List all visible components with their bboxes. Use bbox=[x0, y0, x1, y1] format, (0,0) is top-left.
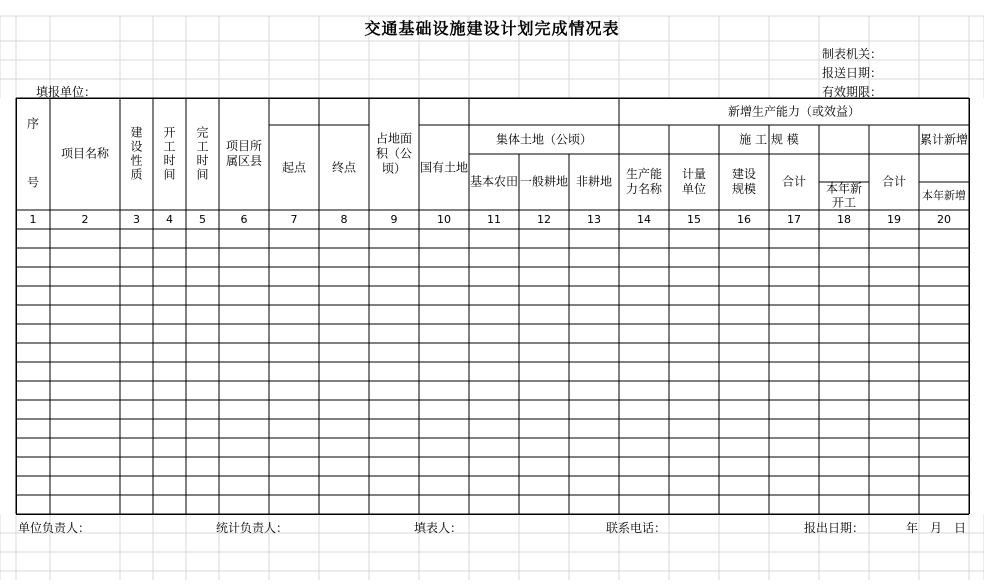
end-time-header: 时 bbox=[196, 153, 209, 168]
column-number: 12 bbox=[537, 213, 551, 226]
stat-head-label: 统计负责人： bbox=[216, 521, 289, 535]
land-area-header: 积（公 bbox=[375, 146, 413, 161]
unit-measure-header: 计量 bbox=[681, 167, 707, 181]
column-number: 17 bbox=[787, 213, 801, 226]
column-number: 15 bbox=[687, 213, 701, 226]
start-time-header: 工 bbox=[163, 139, 176, 154]
end-time-header: 间 bbox=[196, 167, 209, 182]
total-header: 合计 bbox=[781, 174, 807, 189]
column-number: 5 bbox=[199, 213, 206, 226]
start-point-header: 起点 bbox=[281, 160, 307, 175]
land-area-header: 顷） bbox=[381, 161, 407, 176]
column-number: 16 bbox=[737, 213, 751, 226]
project-name-header: 项目名称 bbox=[60, 146, 110, 161]
end-time-header: 工 bbox=[196, 139, 209, 154]
nature-header: 质 bbox=[130, 167, 143, 182]
day-label: 日 bbox=[954, 521, 967, 535]
end-point-header: 终点 bbox=[331, 160, 357, 175]
unit-measure-header: 单位 bbox=[681, 182, 707, 196]
unit-head-label: 单位负责人： bbox=[18, 521, 91, 535]
column-number: 11 bbox=[487, 213, 501, 226]
new-start-this-year-header: 本年新 bbox=[825, 181, 863, 196]
nature-header: 建 bbox=[130, 125, 143, 140]
land-area-header: 占地面 bbox=[375, 131, 413, 146]
column-number: 8 bbox=[340, 213, 348, 226]
column-number: 7 bbox=[290, 213, 298, 226]
year-label: 年 bbox=[906, 521, 919, 535]
phone-label: 联系电话： bbox=[606, 521, 667, 535]
nature-header: 设 bbox=[130, 139, 143, 154]
build-scale-header: 建设 bbox=[731, 167, 757, 181]
column-number: 2 bbox=[81, 213, 89, 226]
new-this-year-header: 本年新增 bbox=[922, 189, 966, 202]
reporting-unit-label: 填报单位： bbox=[36, 85, 97, 99]
send-date-label: 报送日期： bbox=[822, 66, 883, 80]
start-time-header: 间 bbox=[163, 167, 176, 182]
collective-land-header: 集体土地（公顷） bbox=[495, 132, 593, 147]
general-farmland-header: 一般耕地 bbox=[519, 174, 569, 189]
capacity-name-header: 生产能 bbox=[625, 167, 663, 181]
column-number: 3 bbox=[133, 213, 140, 226]
column-number: 20 bbox=[937, 213, 951, 226]
new-start-this-year-header: 开工 bbox=[831, 195, 857, 210]
construction-scale-header: 施 工 规 模 bbox=[739, 132, 799, 147]
column-number: 9 bbox=[390, 213, 398, 226]
column-number: 13 bbox=[587, 213, 601, 226]
cumulative-new-header: 累计新增 bbox=[919, 132, 969, 147]
column-number: 4 bbox=[166, 213, 173, 226]
filler-label: 填表人： bbox=[414, 521, 463, 535]
column-number: 19 bbox=[887, 213, 901, 226]
column-number: 10 bbox=[437, 213, 451, 226]
month-label: 月 bbox=[930, 521, 943, 535]
state-land-header: 国有土地 bbox=[419, 160, 469, 175]
start-time-header: 开 bbox=[163, 125, 176, 140]
new-capacity-header: 新增生产能力（或效益） bbox=[727, 104, 861, 119]
end-time-header: 完 bbox=[196, 125, 209, 140]
page-title: 交通基础设施建设计划完成情况表 bbox=[364, 19, 620, 38]
report-date-label: 报出日期： bbox=[804, 521, 865, 535]
column-number: 18 bbox=[837, 213, 851, 226]
build-scale-header: 规模 bbox=[731, 182, 757, 196]
capacity-name-header: 力名称 bbox=[625, 182, 663, 196]
basic-farmland-header: 基本农田 bbox=[469, 174, 519, 189]
nature-header: 性 bbox=[130, 153, 143, 168]
start-time-header: 时 bbox=[163, 153, 176, 168]
county-header: 属区县 bbox=[225, 154, 263, 168]
cumulative-total-header: 合计 bbox=[881, 174, 907, 189]
non-farmland-header: 非耕地 bbox=[575, 174, 613, 189]
seq-header: 序 bbox=[26, 116, 40, 131]
county-header: 项目所 bbox=[225, 139, 263, 153]
seq-header: 号 bbox=[26, 175, 40, 190]
column-number: 6 bbox=[240, 213, 248, 226]
valid-period-label: 有效期限： bbox=[822, 85, 883, 99]
column-number: 1 bbox=[29, 213, 37, 226]
maker-label: 制表机关： bbox=[822, 47, 883, 61]
column-number: 14 bbox=[637, 213, 651, 226]
